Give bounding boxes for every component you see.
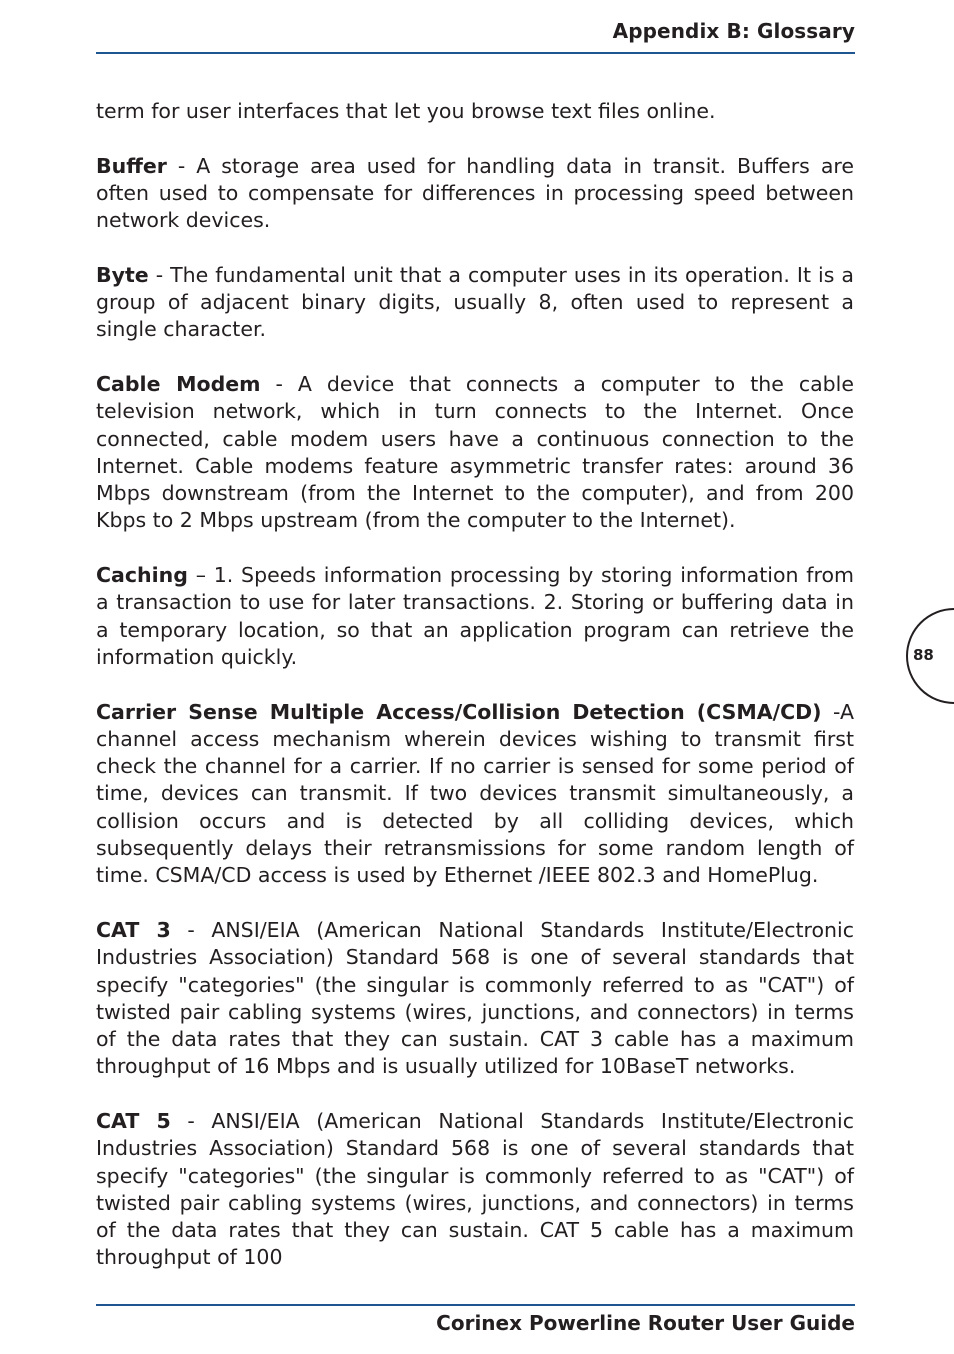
intro-line: term for user interfaces that let you browse text files online. xyxy=(96,99,716,123)
entry-term: Buffer xyxy=(96,153,167,178)
glossary-entry-csma-cd xyxy=(96,699,854,890)
entry-term: Cable Modem xyxy=(96,371,261,396)
page-number: 88 xyxy=(913,646,934,664)
entry-definition: – 1. Speeds information processing by storing information from a transaction to use for later transactions. 2. Storing or buffering data in a temporary location, so that an application program can retrieve the information quickly. xyxy=(96,563,854,669)
entry-term: CAT 3 xyxy=(96,917,171,942)
page-header xyxy=(96,14,855,54)
entry-term: Carrier Sense Multiple Access/Collision Detection (CSMA/CD) xyxy=(96,699,822,724)
entry-term: Byte xyxy=(96,262,149,287)
entry-definition: - ANSI/EIA (American National Standards Institute/Electronic Industries Association) Standard 568 is one of several standards that specify "categories" (the singular is commonly referred to as "CAT") of twisted pair cabling systems (wires, junctions, and connectors) in terms of the data rates that they can sustain. CAT 5 cable has a maximum throughput of 100 xyxy=(96,1108,854,1270)
entry-definition: - The fundamental unit that a computer uses in its operation. It is a group of adjacent binary digits, usually 8, often used to represent a single character. xyxy=(96,262,854,342)
glossary-entry-cat-5 xyxy=(96,1108,854,1272)
entry-term: CAT 5 xyxy=(96,1108,171,1133)
header-title: Appendix B: Glossary xyxy=(612,19,855,43)
glossary-entry-caching xyxy=(96,562,854,671)
glossary-content xyxy=(96,98,854,1299)
glossary-entry-cat-3 xyxy=(96,917,854,1081)
entry-definition: - A device that connects a computer to the cable television network, which in turn connects to the Internet. Once connected, cable modem users have a continuous connection to the Internet. Cable modems feature asymmetric transfer rates: around 36 Mbps downstream (from the Internet to the computer), and from 200 Kbps to 2 Mbps upstream (from the computer to the Internet). xyxy=(96,371,854,533)
entry-term: Caching xyxy=(96,563,188,588)
glossary-entry-buffer xyxy=(96,153,854,235)
entry-definition: - A storage area used for handling data in transit. Buffers are often used to compensate for differences in processing speed between network devices. xyxy=(96,153,854,233)
footer-title: Corinex Powerline Router User Guide xyxy=(436,1311,855,1335)
entry-definition: - ANSI/EIA (American National Standards Institute/Electronic Industries Association) Standard 568 is one of several standards that specify "categories" (the singular is commonly referred to as "CAT") of twisted pair cabling systems (wires, junctions, and connectors) in terms of the data rates that they can sustain. CAT 3 cable has a maximum throughput of 16 Mbps and is usually utilized for 10BaseT networks. xyxy=(96,917,854,1079)
footer-rule xyxy=(96,1304,855,1306)
glossary-entry-byte xyxy=(96,262,854,344)
entry-definition: -A channel access mechanism wherein devices wishing to transmit first check the channel for a carrier. If no carrier is sensed for some period of time, devices can transmit. If two devices transmit simultaneously, a collision occurs and is detected by all colliding devices, which subsequently delays their retransmissions for some random length of time. CSMA/CD access is used by Ethernet /IEEE 802.3 and HomePlug. xyxy=(96,699,854,888)
glossary-entry-cable-modem xyxy=(96,371,854,535)
